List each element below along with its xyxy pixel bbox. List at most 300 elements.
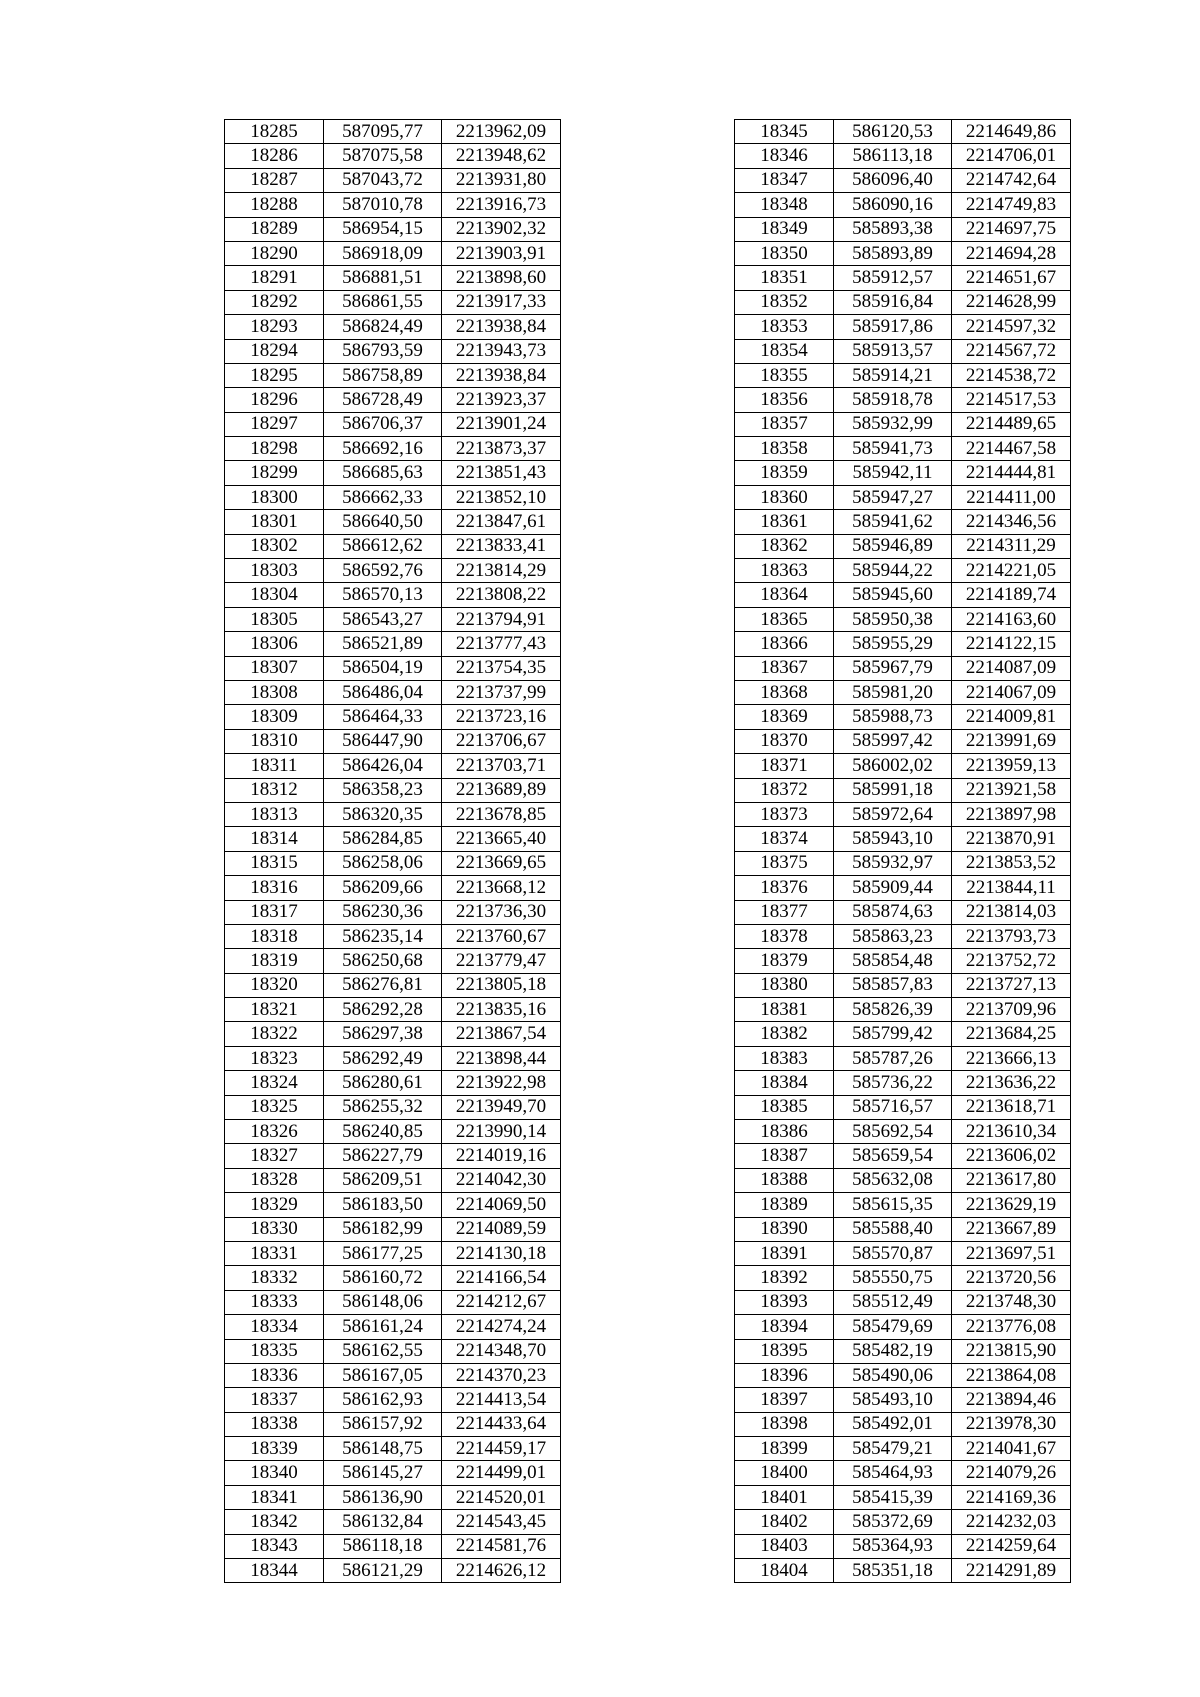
x-coordinate-cell: 586258,06 xyxy=(324,851,442,875)
x-coordinate-cell: 586250,68 xyxy=(324,949,442,973)
table-row xyxy=(225,1120,561,1144)
point-number-cell: 18301 xyxy=(225,510,324,534)
y-coordinate-cell: 2213815,90 xyxy=(952,1339,1071,1363)
x-coordinate-cell: 585632,08 xyxy=(834,1168,952,1192)
x-coordinate-cell: 586177,25 xyxy=(324,1241,442,1265)
table-row xyxy=(225,729,561,753)
x-coordinate-cell: 585570,87 xyxy=(834,1241,952,1265)
x-coordinate-cell: 586728,49 xyxy=(324,388,442,412)
point-number-cell: 18367 xyxy=(735,656,834,680)
y-coordinate-cell: 2213760,67 xyxy=(442,924,561,948)
table-row xyxy=(735,290,1071,314)
y-coordinate-cell: 2213610,34 xyxy=(952,1120,1071,1144)
x-coordinate-cell: 585874,63 xyxy=(834,900,952,924)
y-coordinate-cell: 2213916,73 xyxy=(442,193,561,217)
table-row xyxy=(735,998,1071,1022)
y-coordinate-cell: 2213938,84 xyxy=(442,363,561,387)
table-row xyxy=(225,485,561,509)
point-number-cell: 18295 xyxy=(225,363,324,387)
x-coordinate-cell: 586113,18 xyxy=(834,144,952,168)
y-coordinate-cell: 2213777,43 xyxy=(442,632,561,656)
table-row xyxy=(735,802,1071,826)
table-row xyxy=(735,1120,1071,1144)
y-coordinate-cell: 2213943,73 xyxy=(442,339,561,363)
table-row xyxy=(735,485,1071,509)
point-number-cell: 18402 xyxy=(735,1510,834,1534)
y-coordinate-cell: 2213917,33 xyxy=(442,290,561,314)
table-row xyxy=(225,607,561,631)
y-coordinate-cell: 2214411,00 xyxy=(952,485,1071,509)
point-number-cell: 18335 xyxy=(225,1339,324,1363)
table-row xyxy=(735,217,1071,241)
table-row xyxy=(735,973,1071,997)
point-number-cell: 18375 xyxy=(735,851,834,875)
table-row xyxy=(735,534,1071,558)
x-coordinate-cell: 585912,57 xyxy=(834,266,952,290)
point-number-cell: 18343 xyxy=(225,1534,324,1558)
table-row xyxy=(735,949,1071,973)
point-number-cell: 18383 xyxy=(735,1046,834,1070)
x-coordinate-cell: 587010,78 xyxy=(324,193,442,217)
table-row xyxy=(225,1461,561,1485)
point-number-cell: 18395 xyxy=(735,1339,834,1363)
table-row xyxy=(735,437,1071,461)
table-row xyxy=(735,193,1071,217)
x-coordinate-cell: 586161,24 xyxy=(324,1315,442,1339)
y-coordinate-cell: 2214189,74 xyxy=(952,583,1071,607)
x-coordinate-cell: 585493,10 xyxy=(834,1388,952,1412)
table-row xyxy=(225,1095,561,1119)
y-coordinate-cell: 2213748,30 xyxy=(952,1290,1071,1314)
y-coordinate-cell: 2213618,71 xyxy=(952,1095,1071,1119)
y-coordinate-cell: 2214067,09 xyxy=(952,680,1071,704)
point-number-cell: 18308 xyxy=(225,680,324,704)
table-row xyxy=(735,876,1071,900)
y-coordinate-cell: 2214489,65 xyxy=(952,412,1071,436)
point-number-cell: 18299 xyxy=(225,461,324,485)
y-coordinate-cell: 2213723,16 xyxy=(442,705,561,729)
table-row xyxy=(735,1388,1071,1412)
table-row xyxy=(735,924,1071,948)
y-coordinate-cell: 2213921,58 xyxy=(952,778,1071,802)
point-number-cell: 18377 xyxy=(735,900,834,924)
table-row xyxy=(735,363,1071,387)
table-row xyxy=(735,754,1071,778)
point-number-cell: 18287 xyxy=(225,168,324,192)
table-row xyxy=(225,1363,561,1387)
y-coordinate-cell: 2213864,08 xyxy=(952,1363,1071,1387)
table-row xyxy=(225,437,561,461)
x-coordinate-cell: 585917,86 xyxy=(834,315,952,339)
x-coordinate-cell: 585893,38 xyxy=(834,217,952,241)
table-row xyxy=(225,1437,561,1461)
x-coordinate-cell: 585955,29 xyxy=(834,632,952,656)
y-coordinate-cell: 2214499,01 xyxy=(442,1461,561,1485)
table-row xyxy=(735,729,1071,753)
x-coordinate-cell: 585916,84 xyxy=(834,290,952,314)
y-coordinate-cell: 2213833,41 xyxy=(442,534,561,558)
y-coordinate-cell: 2213898,60 xyxy=(442,266,561,290)
point-number-cell: 18353 xyxy=(735,315,834,339)
x-coordinate-cell: 585659,54 xyxy=(834,1144,952,1168)
x-coordinate-cell: 586160,72 xyxy=(324,1266,442,1290)
x-coordinate-cell: 586592,76 xyxy=(324,559,442,583)
table-row xyxy=(735,1510,1071,1534)
table-row xyxy=(735,827,1071,851)
table-row xyxy=(735,1241,1071,1265)
point-number-cell: 18349 xyxy=(735,217,834,241)
point-number-cell: 18396 xyxy=(735,1363,834,1387)
x-coordinate-cell: 585826,39 xyxy=(834,998,952,1022)
table-row xyxy=(225,412,561,436)
x-coordinate-cell: 586002,02 xyxy=(834,754,952,778)
y-coordinate-cell: 2213805,18 xyxy=(442,973,561,997)
table-row xyxy=(735,583,1071,607)
table-row xyxy=(735,705,1071,729)
point-number-cell: 18394 xyxy=(735,1315,834,1339)
point-number-cell: 18324 xyxy=(225,1071,324,1095)
y-coordinate-cell: 2213853,52 xyxy=(952,851,1071,875)
y-coordinate-cell: 2213736,30 xyxy=(442,900,561,924)
y-coordinate-cell: 2213931,80 xyxy=(442,168,561,192)
y-coordinate-cell: 2213754,35 xyxy=(442,656,561,680)
x-coordinate-cell: 586447,90 xyxy=(324,729,442,753)
point-number-cell: 18362 xyxy=(735,534,834,558)
point-number-cell: 18401 xyxy=(735,1485,834,1509)
table-row xyxy=(225,1485,561,1509)
point-number-cell: 18317 xyxy=(225,900,324,924)
table-row xyxy=(735,1485,1071,1509)
table-row xyxy=(225,144,561,168)
y-coordinate-cell: 2213894,46 xyxy=(952,1388,1071,1412)
coordinates-table-body xyxy=(225,120,561,1583)
table-row xyxy=(225,1534,561,1558)
y-coordinate-cell: 2214166,54 xyxy=(442,1266,561,1290)
point-number-cell: 18312 xyxy=(225,778,324,802)
x-coordinate-cell: 585914,21 xyxy=(834,363,952,387)
table-row xyxy=(735,1217,1071,1241)
y-coordinate-cell: 2213897,98 xyxy=(952,802,1071,826)
point-number-cell: 18300 xyxy=(225,485,324,509)
y-coordinate-cell: 2214122,15 xyxy=(952,632,1071,656)
x-coordinate-cell: 585716,57 xyxy=(834,1095,952,1119)
table-row xyxy=(735,1144,1071,1168)
point-number-cell: 18331 xyxy=(225,1241,324,1265)
y-coordinate-cell: 2213990,14 xyxy=(442,1120,561,1144)
table-row xyxy=(225,583,561,607)
point-number-cell: 18327 xyxy=(225,1144,324,1168)
table-row xyxy=(735,510,1071,534)
table-row xyxy=(225,510,561,534)
y-coordinate-cell: 2213752,72 xyxy=(952,949,1071,973)
y-coordinate-cell: 2214628,99 xyxy=(952,290,1071,314)
y-coordinate-cell: 2214538,72 xyxy=(952,363,1071,387)
y-coordinate-cell: 2213959,13 xyxy=(952,754,1071,778)
point-number-cell: 18372 xyxy=(735,778,834,802)
point-number-cell: 18364 xyxy=(735,583,834,607)
x-coordinate-cell: 586954,15 xyxy=(324,217,442,241)
table-row xyxy=(225,1168,561,1192)
y-coordinate-cell: 2213870,91 xyxy=(952,827,1071,851)
y-coordinate-cell: 2214520,01 xyxy=(442,1485,561,1509)
point-number-cell: 18297 xyxy=(225,412,324,436)
point-number-cell: 18294 xyxy=(225,339,324,363)
y-coordinate-cell: 2213814,29 xyxy=(442,559,561,583)
point-number-cell: 18338 xyxy=(225,1412,324,1436)
x-coordinate-cell: 585588,40 xyxy=(834,1217,952,1241)
point-number-cell: 18360 xyxy=(735,485,834,509)
table-row xyxy=(735,1363,1071,1387)
y-coordinate-cell: 2213847,61 xyxy=(442,510,561,534)
y-coordinate-cell: 2214444,81 xyxy=(952,461,1071,485)
y-coordinate-cell: 2214543,45 xyxy=(442,1510,561,1534)
y-coordinate-cell: 2213793,73 xyxy=(952,924,1071,948)
y-coordinate-cell: 2214749,83 xyxy=(952,193,1071,217)
x-coordinate-cell: 586881,51 xyxy=(324,266,442,290)
y-coordinate-cell: 2213678,85 xyxy=(442,802,561,826)
point-number-cell: 18321 xyxy=(225,998,324,1022)
y-coordinate-cell: 2213709,96 xyxy=(952,998,1071,1022)
table-row xyxy=(735,656,1071,680)
x-coordinate-cell: 585479,21 xyxy=(834,1437,952,1461)
y-coordinate-cell: 2213922,98 xyxy=(442,1071,561,1095)
y-coordinate-cell: 2214517,53 xyxy=(952,388,1071,412)
table-row xyxy=(225,339,561,363)
y-coordinate-cell: 2214311,29 xyxy=(952,534,1071,558)
point-number-cell: 18386 xyxy=(735,1120,834,1144)
x-coordinate-cell: 585988,73 xyxy=(834,705,952,729)
point-number-cell: 18391 xyxy=(735,1241,834,1265)
y-coordinate-cell: 2214089,59 xyxy=(442,1217,561,1241)
x-coordinate-cell: 585941,62 xyxy=(834,510,952,534)
table-row xyxy=(735,632,1071,656)
y-coordinate-cell: 2213689,89 xyxy=(442,778,561,802)
table-row xyxy=(735,680,1071,704)
point-number-cell: 18311 xyxy=(225,754,324,778)
x-coordinate-cell: 586685,63 xyxy=(324,461,442,485)
point-number-cell: 18345 xyxy=(735,120,834,144)
x-coordinate-cell: 586230,36 xyxy=(324,900,442,924)
table-row xyxy=(735,266,1071,290)
y-coordinate-cell: 2214169,36 xyxy=(952,1485,1071,1509)
y-coordinate-cell: 2213949,70 xyxy=(442,1095,561,1119)
table-row xyxy=(225,680,561,704)
table-row xyxy=(225,461,561,485)
y-coordinate-cell: 2214212,67 xyxy=(442,1290,561,1314)
point-number-cell: 18373 xyxy=(735,802,834,826)
point-number-cell: 18403 xyxy=(735,1534,834,1558)
table-row xyxy=(225,632,561,656)
point-number-cell: 18382 xyxy=(735,1022,834,1046)
table-row xyxy=(225,266,561,290)
point-number-cell: 18397 xyxy=(735,1388,834,1412)
x-coordinate-cell: 586255,32 xyxy=(324,1095,442,1119)
x-coordinate-cell: 585943,10 xyxy=(834,827,952,851)
point-number-cell: 18332 xyxy=(225,1266,324,1290)
point-number-cell: 18286 xyxy=(225,144,324,168)
point-number-cell: 18359 xyxy=(735,461,834,485)
x-coordinate-cell: 586918,09 xyxy=(324,241,442,265)
x-coordinate-cell: 586240,85 xyxy=(324,1120,442,1144)
table-row xyxy=(735,168,1071,192)
y-coordinate-cell: 2213873,37 xyxy=(442,437,561,461)
table-row xyxy=(225,315,561,339)
point-number-cell: 18399 xyxy=(735,1437,834,1461)
point-number-cell: 18356 xyxy=(735,388,834,412)
table-row xyxy=(735,1266,1071,1290)
table-row xyxy=(225,802,561,826)
point-number-cell: 18326 xyxy=(225,1120,324,1144)
point-number-cell: 18298 xyxy=(225,437,324,461)
point-number-cell: 18370 xyxy=(735,729,834,753)
y-coordinate-cell: 2214346,56 xyxy=(952,510,1071,534)
point-number-cell: 18358 xyxy=(735,437,834,461)
x-coordinate-cell: 585692,54 xyxy=(834,1120,952,1144)
x-coordinate-cell: 586162,55 xyxy=(324,1339,442,1363)
table-row xyxy=(735,1339,1071,1363)
point-number-cell: 18290 xyxy=(225,241,324,265)
x-coordinate-cell: 586284,85 xyxy=(324,827,442,851)
x-coordinate-cell: 586096,40 xyxy=(834,168,952,192)
y-coordinate-cell: 2214079,26 xyxy=(952,1461,1071,1485)
point-number-cell: 18398 xyxy=(735,1412,834,1436)
point-number-cell: 18313 xyxy=(225,802,324,826)
x-coordinate-cell: 586148,75 xyxy=(324,1437,442,1461)
table-row xyxy=(225,1290,561,1314)
point-number-cell: 18334 xyxy=(225,1315,324,1339)
y-coordinate-cell: 2213617,80 xyxy=(952,1168,1071,1192)
y-coordinate-cell: 2213991,69 xyxy=(952,729,1071,753)
table-row xyxy=(735,559,1071,583)
point-number-cell: 18307 xyxy=(225,656,324,680)
table-row xyxy=(225,876,561,900)
y-coordinate-cell: 2213851,43 xyxy=(442,461,561,485)
x-coordinate-cell: 585947,27 xyxy=(834,485,952,509)
table-row xyxy=(225,1315,561,1339)
x-coordinate-cell: 586504,19 xyxy=(324,656,442,680)
x-coordinate-cell: 585787,26 xyxy=(834,1046,952,1070)
point-number-cell: 18352 xyxy=(735,290,834,314)
table-row xyxy=(225,1412,561,1436)
x-coordinate-cell: 586280,61 xyxy=(324,1071,442,1095)
point-number-cell: 18354 xyxy=(735,339,834,363)
point-number-cell: 18309 xyxy=(225,705,324,729)
point-number-cell: 18315 xyxy=(225,851,324,875)
table-row xyxy=(225,1144,561,1168)
y-coordinate-cell: 2214069,50 xyxy=(442,1193,561,1217)
point-number-cell: 18306 xyxy=(225,632,324,656)
x-coordinate-cell: 586320,35 xyxy=(324,802,442,826)
y-coordinate-cell: 2213706,67 xyxy=(442,729,561,753)
x-coordinate-cell: 585736,22 xyxy=(834,1071,952,1095)
x-coordinate-cell: 585479,69 xyxy=(834,1315,952,1339)
x-coordinate-cell: 586227,79 xyxy=(324,1144,442,1168)
y-coordinate-cell: 2214221,05 xyxy=(952,559,1071,583)
y-coordinate-cell: 2214019,16 xyxy=(442,1144,561,1168)
point-number-cell: 18400 xyxy=(735,1461,834,1485)
x-coordinate-cell: 586145,27 xyxy=(324,1461,442,1485)
point-number-cell: 18333 xyxy=(225,1290,324,1314)
point-number-cell: 18363 xyxy=(735,559,834,583)
y-coordinate-cell: 2213902,32 xyxy=(442,217,561,241)
x-coordinate-cell: 586235,14 xyxy=(324,924,442,948)
y-coordinate-cell: 2213814,03 xyxy=(952,900,1071,924)
point-number-cell: 18310 xyxy=(225,729,324,753)
x-coordinate-cell: 585863,23 xyxy=(834,924,952,948)
y-coordinate-cell: 2213720,56 xyxy=(952,1266,1071,1290)
y-coordinate-cell: 2214567,72 xyxy=(952,339,1071,363)
x-coordinate-cell: 586521,89 xyxy=(324,632,442,656)
x-coordinate-cell: 585932,99 xyxy=(834,412,952,436)
y-coordinate-cell: 2213898,44 xyxy=(442,1046,561,1070)
y-coordinate-cell: 2213697,51 xyxy=(952,1241,1071,1265)
point-number-cell: 18389 xyxy=(735,1193,834,1217)
table-row xyxy=(735,1022,1071,1046)
table-row xyxy=(225,827,561,851)
point-number-cell: 18348 xyxy=(735,193,834,217)
y-coordinate-cell: 2214433,64 xyxy=(442,1412,561,1436)
x-coordinate-cell: 586167,05 xyxy=(324,1363,442,1387)
point-number-cell: 18378 xyxy=(735,924,834,948)
point-number-cell: 18323 xyxy=(225,1046,324,1070)
y-coordinate-cell: 2214697,75 xyxy=(952,217,1071,241)
point-number-cell: 18292 xyxy=(225,290,324,314)
table-row xyxy=(225,1266,561,1290)
table-row xyxy=(735,1412,1071,1436)
table-row xyxy=(225,559,561,583)
table-row xyxy=(225,949,561,973)
x-coordinate-cell: 586358,23 xyxy=(324,778,442,802)
y-coordinate-cell: 2214042,30 xyxy=(442,1168,561,1192)
x-coordinate-cell: 586157,92 xyxy=(324,1412,442,1436)
y-coordinate-cell: 2213923,37 xyxy=(442,388,561,412)
table-row xyxy=(225,851,561,875)
x-coordinate-cell: 585492,01 xyxy=(834,1412,952,1436)
y-coordinate-cell: 2213737,99 xyxy=(442,680,561,704)
table-row xyxy=(735,851,1071,875)
table-row xyxy=(225,217,561,241)
x-coordinate-cell: 585909,44 xyxy=(834,876,952,900)
x-coordinate-cell: 585981,20 xyxy=(834,680,952,704)
table-row xyxy=(735,1095,1071,1119)
point-number-cell: 18393 xyxy=(735,1290,834,1314)
y-coordinate-cell: 2213978,30 xyxy=(952,1412,1071,1436)
table-row xyxy=(735,241,1071,265)
point-number-cell: 18296 xyxy=(225,388,324,412)
y-coordinate-cell: 2214649,86 xyxy=(952,120,1071,144)
table-row xyxy=(225,1046,561,1070)
y-coordinate-cell: 2213668,12 xyxy=(442,876,561,900)
point-number-cell: 18357 xyxy=(735,412,834,436)
x-coordinate-cell: 586120,53 xyxy=(834,120,952,144)
table-row xyxy=(225,900,561,924)
y-coordinate-cell: 2214581,76 xyxy=(442,1534,561,1558)
x-coordinate-cell: 586706,37 xyxy=(324,412,442,436)
point-number-cell: 18366 xyxy=(735,632,834,656)
table-row xyxy=(735,461,1071,485)
point-number-cell: 18322 xyxy=(225,1022,324,1046)
point-number-cell: 18337 xyxy=(225,1388,324,1412)
y-coordinate-cell: 2213703,71 xyxy=(442,754,561,778)
table-row xyxy=(735,120,1071,144)
x-coordinate-cell: 585946,89 xyxy=(834,534,952,558)
point-number-cell: 18361 xyxy=(735,510,834,534)
x-coordinate-cell: 586612,62 xyxy=(324,534,442,558)
table-row xyxy=(735,1046,1071,1070)
point-number-cell: 18350 xyxy=(735,241,834,265)
y-coordinate-cell: 2214009,81 xyxy=(952,705,1071,729)
table-row xyxy=(225,1510,561,1534)
